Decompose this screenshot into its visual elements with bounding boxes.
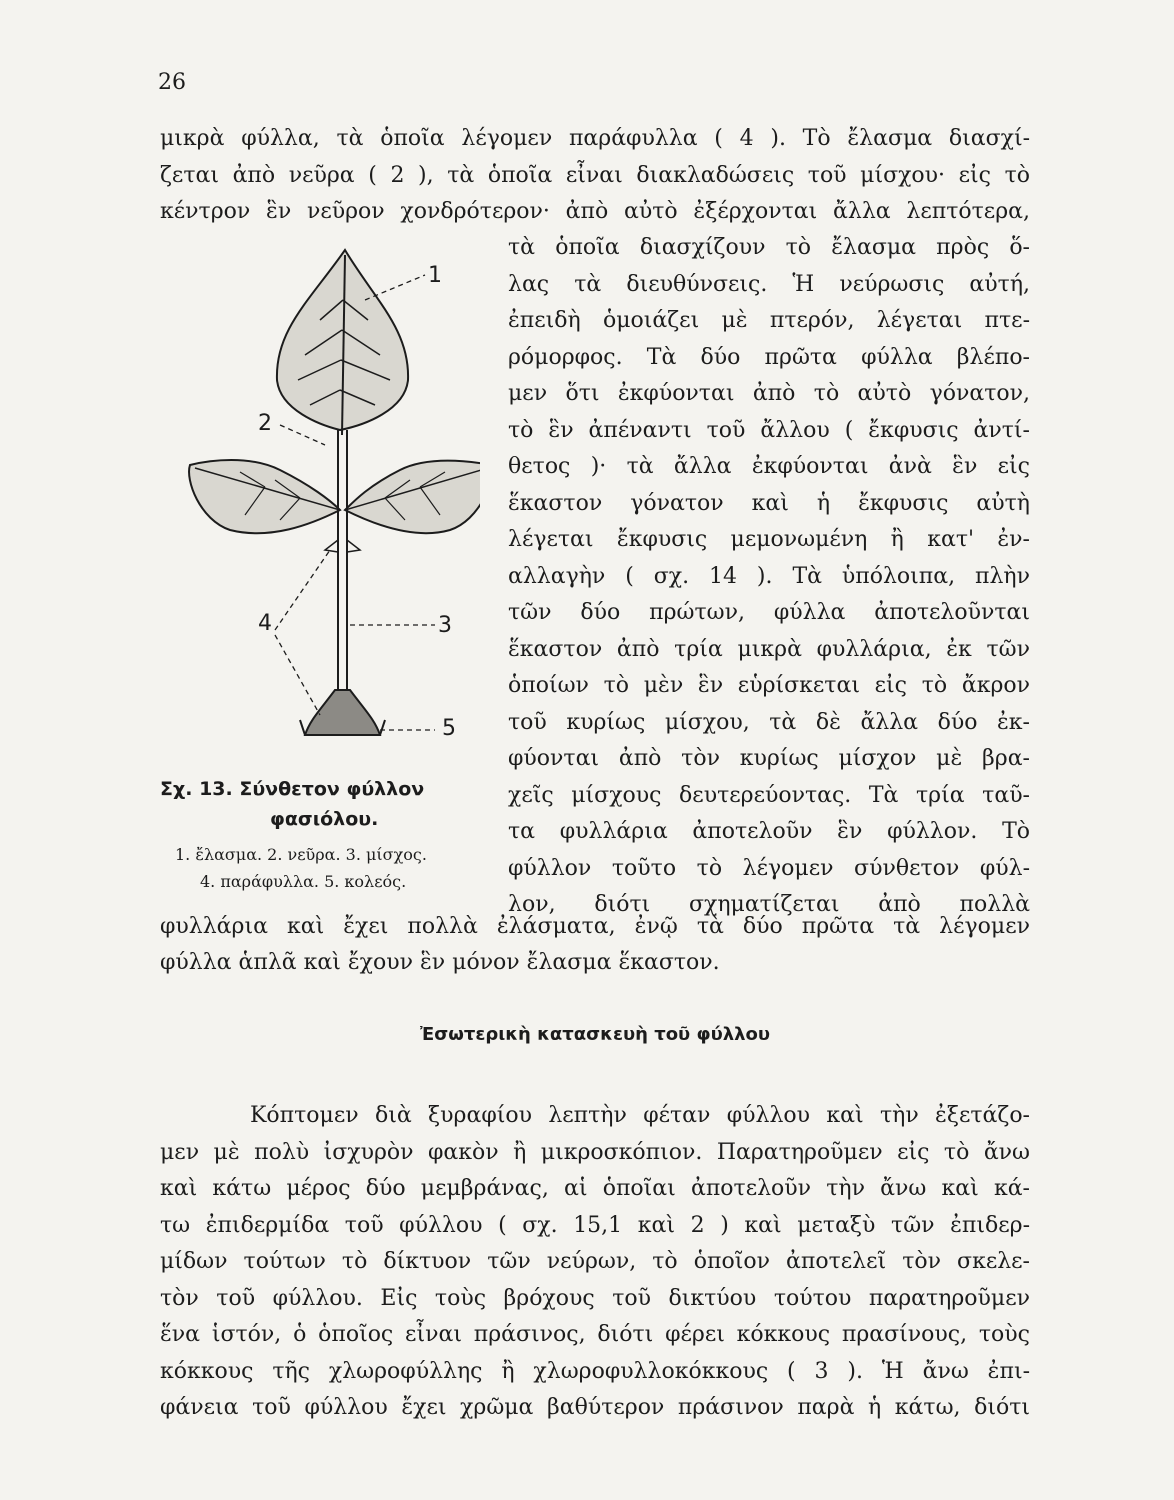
body-line: καὶ κάτω μέρος δύο μεμβράνας, αἱ ὁποῖαι ἀποτελοῦν τὴν ἄνω καὶ κά-: [160, 1176, 1030, 1201]
body-line: φυλλάρια καὶ ἔχει πολλὰ ἐλάσματα, ἐνῷ τὰ δύο πρῶτα τὰ λέγομεν: [160, 914, 1030, 939]
page-number: 26: [158, 70, 186, 95]
section-heading: Ἐσωτερικὴ κατασκευὴ τοῦ φύλλου: [419, 1024, 771, 1045]
stipules: [325, 540, 360, 552]
figure-label: 1: [428, 263, 442, 288]
right-leaflet: [345, 461, 480, 534]
body-line: φύλλον τοῦτο τὸ λέγομεν σύνθετον φύλ-: [508, 856, 1030, 881]
body-line: ἕκαστον ἀπὸ τρία μικρὰ φυλλάρια, ἐκ τῶν: [508, 637, 1030, 662]
body-line: μικρὰ φύλλα, τὰ ὁποῖα λέγομεν παράφυλλα ( 4 ). Τὸ ἔλασμα διασχί-: [160, 126, 1030, 151]
body-line: τα φυλλάρια ἀποτελοῦν ἓν φύλλον. Τὸ: [508, 819, 1030, 844]
body-line: τὸν τοῦ φύλλου. Εἰς τοὺς βρόχους τοῦ δικτύου τούτου παρατηροῦμεν: [160, 1286, 1030, 1311]
body-line: χεῖς μίσχους δευτερεύοντας. Τὰ τρία ταῦ-: [508, 783, 1030, 808]
body-line: τοῦ κυρίως μίσχου, τὰ δὲ ἄλλα δύο ἐκ-: [508, 710, 1030, 735]
figure-label: 3: [438, 613, 452, 638]
body-line: θετος )· τὰ ἄλλα ἐκφύονται ἀνὰ ἓν εἰς: [508, 454, 1030, 479]
body-line: λας τὰ διευθύνσεις. Ἡ νεύρωσις αὐτή,: [508, 272, 1030, 297]
body-line: τὸ ἓν ἀπέναντι τοῦ ἄλλου ( ἔκφυσις ἀντί-: [508, 418, 1030, 443]
body-line: Κόπτομεν διὰ ξυραφίου λεπτὴν φέταν φύλλου καὶ τὴν ἐξετάζο-: [250, 1103, 1030, 1128]
figure-caption-legend: 1. ἔλασμα. 2. νεῦρα. 3. μίσχος.: [175, 845, 427, 864]
body-line: λον, διότι σχηματίζεται ἀπὸ πολλὰ: [508, 892, 1030, 917]
body-line: ἕκαστον γόνατον καὶ ἡ ἔκφυσις αὐτὴ: [508, 491, 1030, 516]
figure-label: 2: [258, 411, 272, 436]
body-line: κέντρον ἓν νεῦρον χονδρότερον· ἀπὸ αὐτὸ ἐξέρχονται ἄλλα λεπτότερα,: [160, 199, 1030, 224]
body-line: ρόμορφος. Τὰ δύο πρῶτα φύλλα βλέπο-: [508, 345, 1030, 370]
left-leaflet: [189, 460, 340, 533]
figure-label: 5: [442, 716, 456, 741]
body-line: ἕνα ἱστόν, ὁ ὁποῖος εἶναι πράσινος, διότι φέρει κόκκους πρασίνους, τοὺς: [160, 1322, 1030, 1347]
body-line: τῶν δύο πρώτων, φύλλα ἀποτελοῦνται: [508, 600, 1030, 625]
body-line: ὁποίων τὸ μὲν ἓν εὑρίσκεται εἰς τὸ ἄκρον: [508, 673, 1030, 698]
figure-caption-title: Σχ. 13. Σύνθετον φύλλον: [160, 778, 425, 800]
body-line: φύλλα ἁπλᾶ καὶ ἔχουν ἓν μόνον ἔλασμα ἕκαστον.: [160, 950, 720, 975]
body-line: κόκκους τῆς χλωροφύλλης ἢ χλωροφυλλοκόκκους ( 3 ). Ἡ ἄνω ἐπι-: [160, 1359, 1030, 1384]
body-line: ζεται ἀπὸ νεῦρα ( 2 ), τὰ ὁποῖα εἶναι διακλαδώσεις τοῦ μίσχου· εἰς τὸ: [160, 163, 1030, 188]
body-line: φάνεια τοῦ φύλλου ἔχει χρῶμα βαθύτερον πράσινον παρὰ ἡ κάτω, διότι: [160, 1395, 1030, 1420]
bean-leaf-figure: [180, 240, 480, 760]
figure-label: 4: [258, 611, 272, 636]
body-line: αλλαγὴν ( σχ. 14 ). Τὰ ὑπόλοιπα, πλὴν: [508, 564, 1030, 589]
body-line: λέγεται ἔκφυσις μεμονωμένη ἢ κατ' ἐν-: [508, 527, 1030, 552]
body-line: μίδων τούτων τὸ δίκτυον τῶν νεύρων, τὸ ὁποῖον ἀποτελεῖ τὸν σκελε-: [160, 1249, 1030, 1274]
body-line: φύονται ἀπὸ τὸν κυρίως μίσχον μὲ βρα-: [508, 746, 1030, 771]
petiole: [338, 430, 347, 695]
body-line: ἐπειδὴ ὁμοιάζει μὲ πτερόν, λέγεται πτε-: [508, 308, 1030, 333]
figure-caption-title: φασιόλου.: [270, 808, 379, 830]
sheath: [305, 690, 380, 735]
body-line: μεν μὲ πολὺ ἰσχυρὸν φακὸν ἢ μικροσκόπιον. Παρατηροῦμεν εἰς τὸ ἄνω: [160, 1140, 1030, 1165]
body-line: τω ἐπιδερμίδα τοῦ φύλλου ( σχ. 15,1 καὶ 2 ) καὶ μεταξὺ τῶν ἐπιδερ-: [160, 1213, 1030, 1238]
body-line: τὰ ὁποῖα διασχίζουν τὸ ἔλασμα πρὸς ὅ-: [508, 235, 1030, 260]
figure-caption-legend: 4. παράφυλλα. 5. κολεός.: [200, 872, 407, 891]
body-line: μεν ὅτι ἐκφύονται ἀπὸ τὸ αὐτὸ γόνατον,: [508, 381, 1030, 406]
